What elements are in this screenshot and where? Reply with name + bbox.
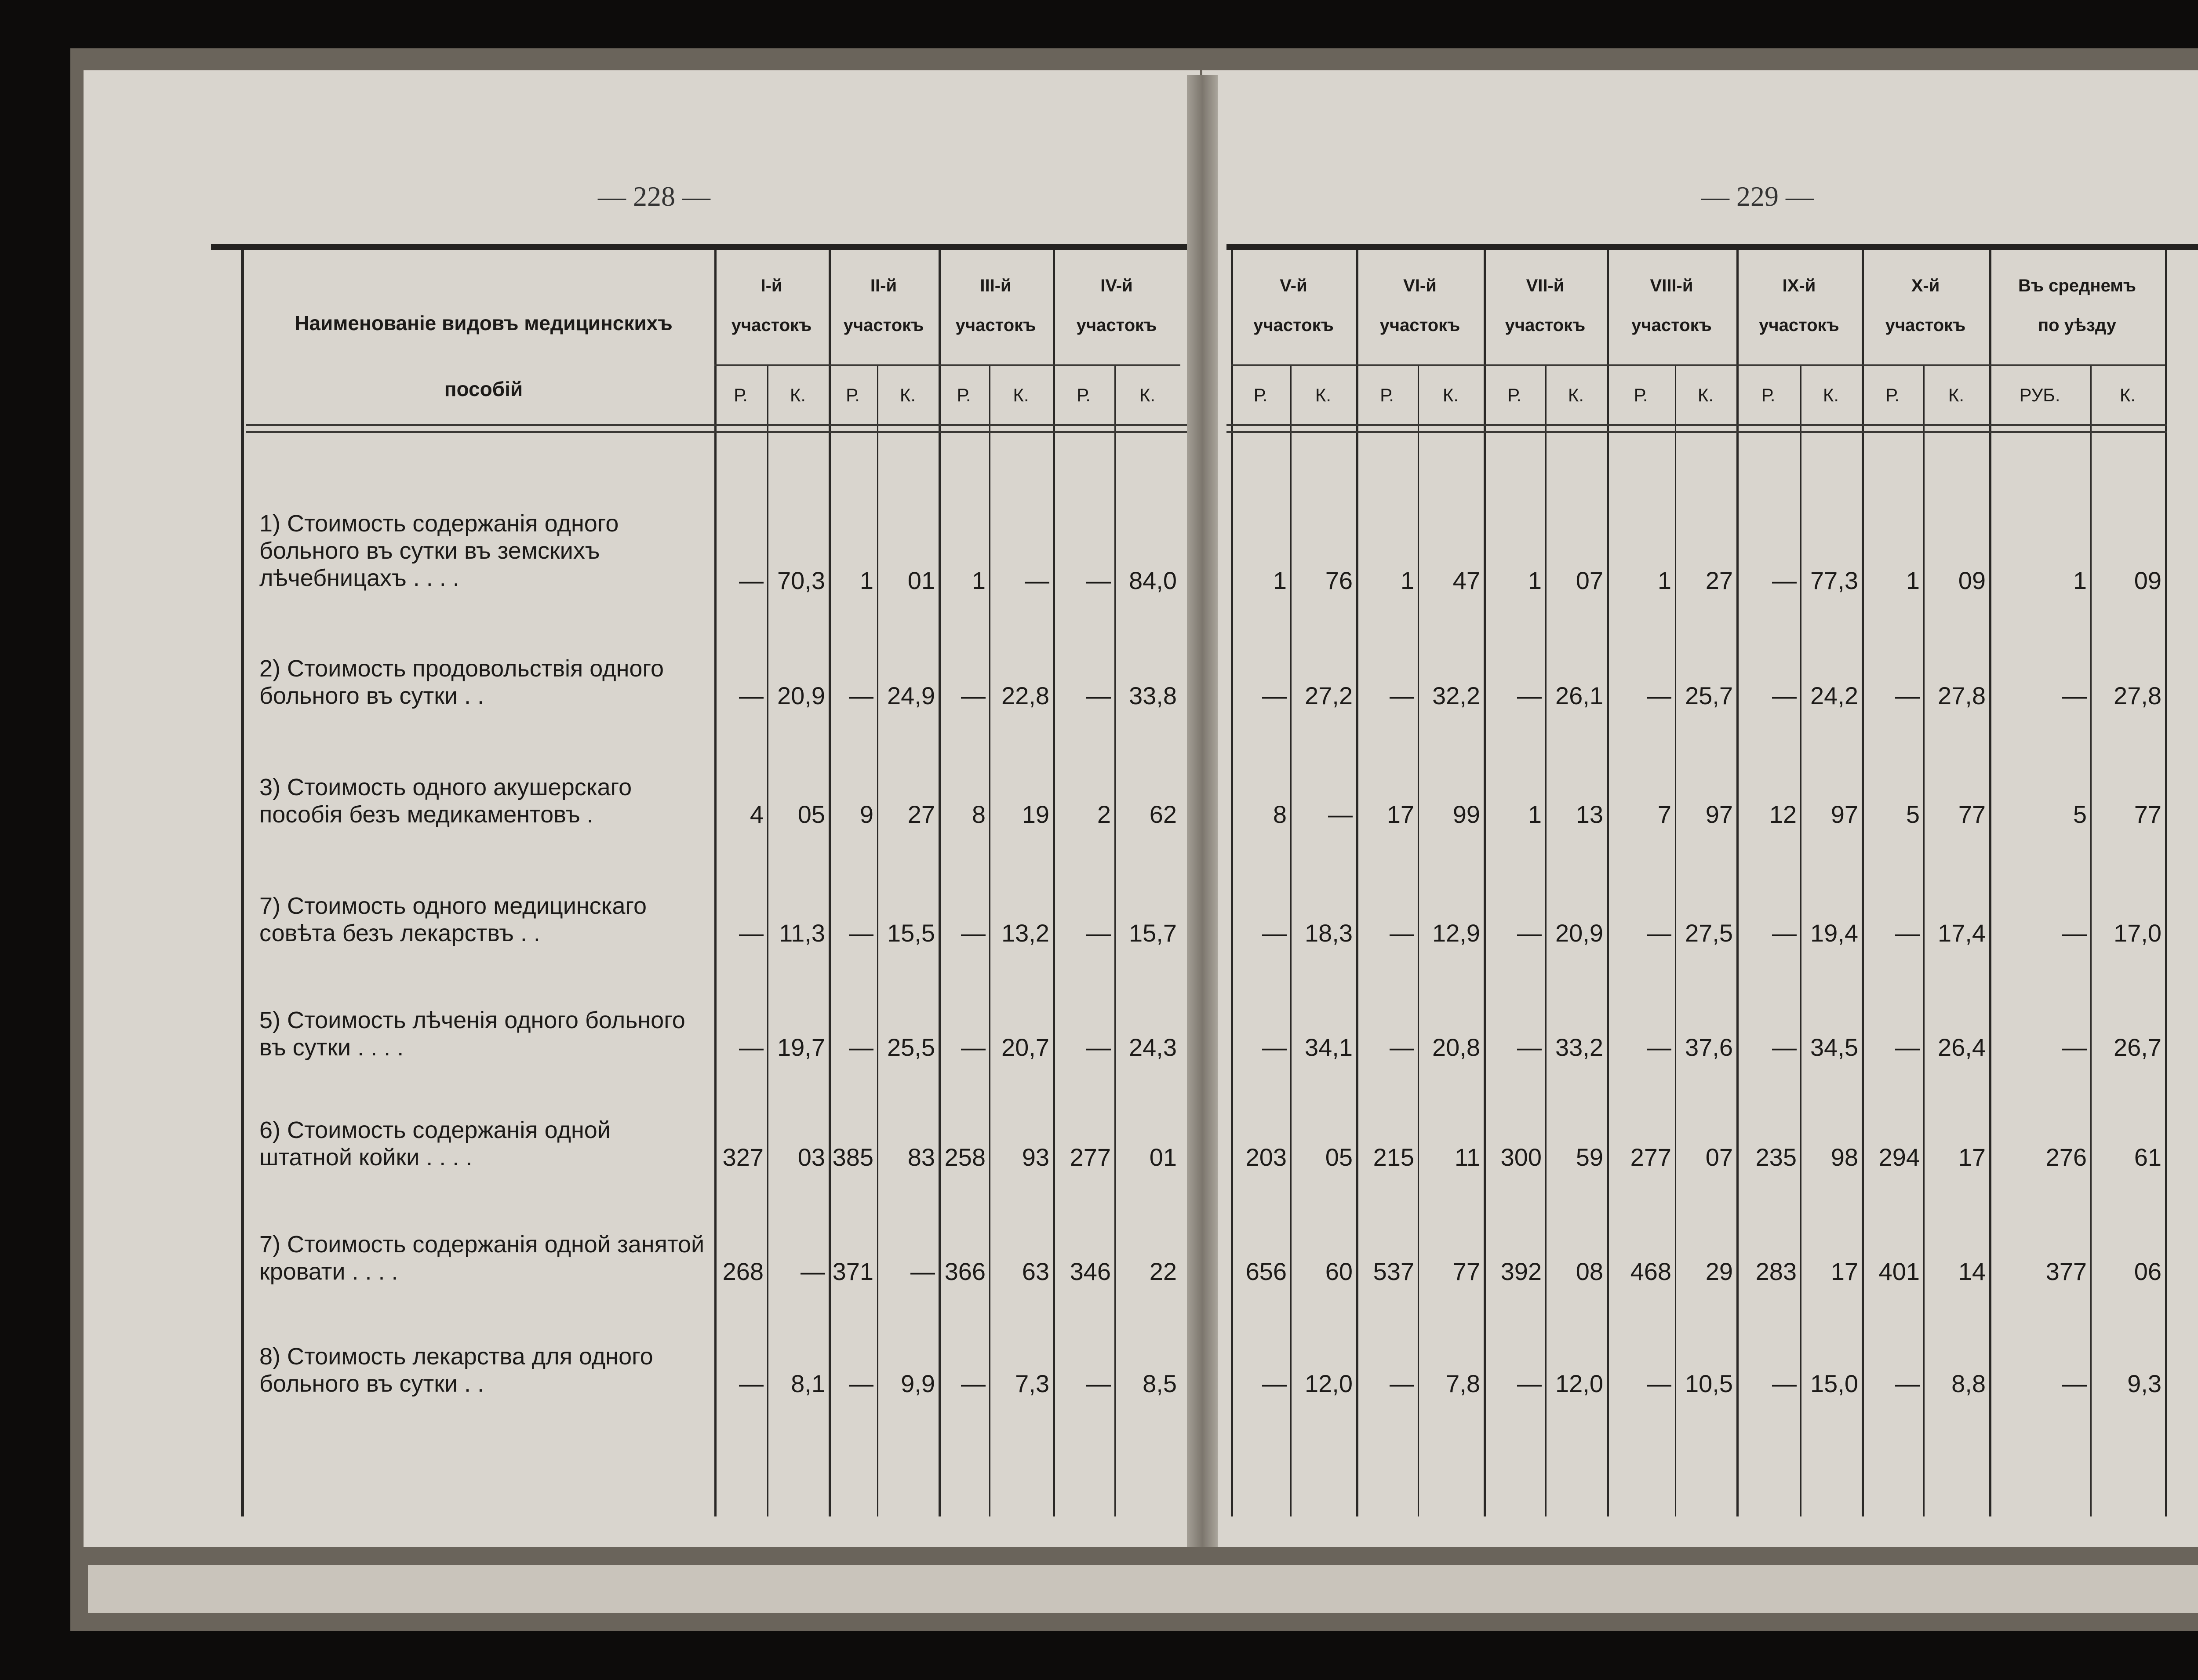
cell-rubles: 537 — [1373, 1258, 1414, 1285]
cell-rubles: — — [1517, 1370, 1542, 1397]
cell-kopecks: 17,0 — [2114, 919, 2162, 947]
cell-rubles: — — [961, 919, 986, 947]
cell-kopecks: 25,5 — [887, 1033, 935, 1061]
rubles-header: Р. — [1077, 385, 1091, 405]
district-header: V-й — [1280, 276, 1307, 295]
cell-rubles: 5 — [2073, 800, 2087, 828]
cell-rubles: — — [739, 682, 764, 709]
cell-kopecks: 15,7 — [1129, 919, 1177, 947]
col-border — [1607, 250, 1609, 1516]
kopecks-header: К. — [1315, 385, 1332, 405]
cell-kopecks: 29 — [1705, 1258, 1733, 1285]
cell-kopecks: 17 — [1958, 1143, 1986, 1171]
kopecks-header: К. — [1568, 385, 1584, 405]
cell-rubles: 385 — [832, 1143, 873, 1171]
cell-rubles: — — [1895, 682, 1920, 709]
cell-rubles: 1 — [859, 567, 873, 594]
rubles-header: Р. — [1380, 385, 1394, 405]
book-gutter — [1187, 75, 1218, 1547]
header-sub-divider — [714, 364, 829, 366]
cell-kopecks: 03 — [797, 1143, 825, 1171]
cell-rubles: 294 — [1878, 1143, 1920, 1171]
cell-kopecks: — — [801, 1258, 825, 1285]
rubles-header: Р. — [1885, 385, 1900, 405]
cell-rubles: 327 — [722, 1143, 764, 1171]
cell-kopecks: 20,9 — [1555, 919, 1603, 947]
cell-rubles: — — [1086, 567, 1111, 594]
cell-rubles: 277 — [1070, 1143, 1111, 1171]
cell-rubles: — — [849, 1033, 873, 1061]
col-border — [714, 250, 717, 1516]
cell-kopecks: 27 — [907, 800, 935, 828]
cell-kopecks: 15,5 — [887, 919, 935, 947]
cell-kopecks: 63 — [1022, 1258, 1049, 1285]
kopecks-header: К. — [1823, 385, 1839, 405]
cell-rubles: — — [1772, 1033, 1797, 1061]
district-header-sub: участокъ — [1076, 316, 1157, 335]
rubles-header: Р. — [734, 385, 748, 405]
left-top-rule — [211, 244, 1187, 250]
cell-rubles: — — [1647, 1033, 1671, 1061]
cell-rubles: 401 — [1878, 1258, 1920, 1285]
district-header-sub: участокъ — [1631, 316, 1712, 335]
cell-rubles: — — [1895, 919, 1920, 947]
cell-rubles: — — [739, 1033, 764, 1061]
rubles-header: Р. — [1253, 385, 1268, 405]
cell-kopecks: 99 — [1452, 800, 1480, 828]
cell-kopecks: 20,9 — [777, 682, 825, 709]
cell-rubles: — — [1517, 1033, 1542, 1061]
cell-kopecks: 19,7 — [777, 1033, 825, 1061]
row-label: 6) Стоимость содержанія одной штатной койки . . . . — [259, 1117, 611, 1171]
cell-rubles: 1 — [2073, 567, 2087, 594]
cell-rubles: — — [2062, 1033, 2087, 1061]
cell-kopecks: 09 — [1958, 567, 1986, 594]
cell-kopecks: 26,7 — [2114, 1033, 2162, 1061]
cell-rubles: 203 — [1245, 1143, 1287, 1171]
cell-kopecks: 25,7 — [1685, 682, 1733, 709]
cell-rubles: 268 — [722, 1258, 764, 1285]
cell-kopecks: 18,3 — [1305, 919, 1353, 947]
cell-rubles: — — [1517, 682, 1542, 709]
cell-rubles: 468 — [1630, 1258, 1671, 1285]
cell-kopecks: 76 — [1325, 567, 1353, 594]
cell-kopecks: 77 — [1452, 1258, 1480, 1285]
cell-rubles: 5 — [1906, 800, 1920, 828]
cell-kopecks: 05 — [797, 800, 825, 828]
cell-rubles: — — [1772, 567, 1797, 594]
cell-rubles: — — [2062, 919, 2087, 947]
right-top-rule — [1226, 244, 2198, 250]
cell-rubles: — — [2062, 1370, 2087, 1397]
cell-kopecks: 70,3 — [777, 567, 825, 594]
cell-rubles: — — [739, 567, 764, 594]
cell-rubles: — — [1647, 919, 1671, 947]
header-sub-divider — [939, 364, 1053, 366]
cell-rubles: 215 — [1373, 1143, 1414, 1171]
cell-rubles: 392 — [1500, 1258, 1542, 1285]
rubles-header: РУБ. — [2019, 385, 2060, 405]
row-label: 1) Стоимость содержанія одного больного въ сутки въ земскихъ лѣчебницахъ . . . . — [259, 510, 619, 591]
col-border — [1231, 250, 1233, 1516]
rubles-header: Р. — [957, 385, 971, 405]
cell-rubles: 4 — [750, 800, 764, 828]
cell-rubles: 258 — [944, 1143, 986, 1171]
district-header-sub: участокъ — [1505, 316, 1586, 335]
cell-kopecks: 08 — [1576, 1258, 1603, 1285]
cell-rubles: 366 — [944, 1258, 986, 1285]
cell-kopecks: 77 — [2134, 800, 2162, 828]
row-label: 7) Стоимость содержанія одной занятой кровати . . . . — [259, 1231, 705, 1285]
cell-rubles: 9 — [859, 800, 873, 828]
col-border — [1989, 250, 1991, 1516]
left-page-number: — 228 — — [598, 181, 710, 212]
book-page-edges — [88, 1565, 2198, 1613]
rubles-header: Р. — [846, 385, 860, 405]
district-header: IX-й — [1782, 276, 1816, 295]
cell-kopecks: 34,1 — [1305, 1033, 1353, 1061]
kopecks-header: К. — [790, 385, 806, 405]
cell-kopecks: — — [1328, 800, 1353, 828]
cell-kopecks: — — [1025, 567, 1049, 594]
cell-kopecks: 13 — [1576, 800, 1603, 828]
header-sub-divider — [1231, 364, 1356, 366]
cell-rubles: — — [739, 919, 764, 947]
cell-rubles: — — [1086, 682, 1111, 709]
cell-kopecks: 11 — [1454, 1143, 1480, 1171]
district-header-sub: участокъ — [1379, 316, 1460, 335]
cell-kopecks: 24,9 — [887, 682, 935, 709]
district-header-sub: участокъ — [1253, 316, 1334, 335]
cell-kopecks: 97 — [1705, 800, 1733, 828]
cell-rubles: — — [1772, 919, 1797, 947]
cell-rubles: — — [1647, 1370, 1671, 1397]
col-border — [1484, 250, 1486, 1516]
cell-rubles: — — [1895, 1033, 1920, 1061]
cell-rubles: — — [961, 1033, 986, 1061]
cell-kopecks: 27,8 — [2114, 682, 2162, 709]
cell-rubles: — — [1390, 1370, 1414, 1397]
cell-rubles: 300 — [1500, 1143, 1542, 1171]
cell-kopecks: 7,3 — [1015, 1370, 1049, 1397]
cell-rubles: 7 — [1657, 800, 1671, 828]
cell-kopecks: 7,8 — [1446, 1370, 1480, 1397]
cell-kopecks: 17 — [1830, 1258, 1858, 1285]
cell-rubles: 371 — [832, 1258, 873, 1285]
cell-rubles: — — [1390, 682, 1414, 709]
cell-kopecks: 24,2 — [1810, 682, 1858, 709]
district-header: VI-й — [1403, 276, 1437, 295]
kopecks-header: К. — [1013, 385, 1029, 405]
cell-rubles: — — [1772, 682, 1797, 709]
cell-kopecks: 12,9 — [1432, 919, 1480, 947]
cell-kopecks: 8,5 — [1143, 1370, 1177, 1397]
cell-kopecks: 27 — [1705, 567, 1733, 594]
district-header: IV-й — [1100, 276, 1133, 295]
district-header-sub: участокъ — [731, 316, 812, 335]
cell-kopecks: 09 — [2134, 567, 2162, 594]
header-sub-divider — [1736, 364, 1862, 366]
cell-kopecks: 26,1 — [1555, 682, 1603, 709]
cell-kopecks: 15,0 — [1810, 1370, 1858, 1397]
cell-kopecks: 12,0 — [1305, 1370, 1353, 1397]
cell-kopecks: 27,2 — [1305, 682, 1353, 709]
cell-rubles: 656 — [1245, 1258, 1287, 1285]
kopecks-header: К. — [899, 385, 916, 405]
cell-kopecks: 77,3 — [1810, 567, 1858, 594]
cell-rubles: 8 — [1273, 800, 1287, 828]
district-header-sub: участокъ — [843, 316, 924, 335]
header-rule-1-right — [1226, 424, 2167, 426]
cell-kopecks: 11,3 — [779, 919, 825, 947]
header-sub-divider — [1989, 364, 2165, 366]
cell-kopecks: 33,2 — [1555, 1033, 1603, 1061]
header-sub-divider — [829, 364, 939, 366]
col-border — [1862, 250, 1864, 1516]
cell-kopecks: 97 — [1830, 800, 1858, 828]
cell-kopecks: 83 — [907, 1143, 935, 1171]
cell-rubles: — — [961, 1370, 986, 1397]
district-header-sub: по уѣзду — [2038, 316, 2117, 335]
cell-kopecks: 84,0 — [1129, 567, 1177, 594]
cell-kopecks: 22 — [1149, 1258, 1177, 1285]
cell-rubles: — — [1086, 1370, 1111, 1397]
cell-rubles: 277 — [1630, 1143, 1671, 1171]
district-header: Въ среднемъ — [2018, 276, 2136, 295]
row-label: 8) Стоимость лекарства для одного больного въ сутки . . — [259, 1343, 653, 1397]
cell-rubles: — — [1086, 1033, 1111, 1061]
cell-rubles: — — [1262, 919, 1287, 947]
district-header: I-й — [761, 276, 782, 295]
cell-rubles: 283 — [1755, 1258, 1797, 1285]
district-header: VII-й — [1526, 276, 1565, 295]
cell-kopecks: 06 — [2134, 1258, 2162, 1285]
cell-kopecks: 59 — [1576, 1143, 1603, 1171]
cell-kopecks: 07 — [1576, 567, 1603, 594]
cell-rubles: 346 — [1070, 1258, 1111, 1285]
cell-kopecks: 20,7 — [1001, 1033, 1049, 1061]
right-border — [2165, 250, 2167, 1516]
col-border — [1053, 250, 1055, 1516]
district-header-sub: участокъ — [1885, 316, 1966, 335]
district-header: II-й — [870, 276, 897, 295]
cell-kopecks: 26,4 — [1938, 1033, 1986, 1061]
rubles-header: Р. — [1507, 385, 1521, 405]
rubles-header: Р. — [1761, 385, 1776, 405]
cell-kopecks: 01 — [1149, 1143, 1177, 1171]
cell-rubles: 12 — [1769, 800, 1797, 828]
cell-rubles: 1 — [1273, 567, 1287, 594]
cell-rubles: 1 — [1906, 567, 1920, 594]
cell-rubles: 276 — [2045, 1143, 2087, 1171]
kopecks-header: К. — [1948, 385, 1965, 405]
col-border — [829, 250, 831, 1516]
header-sub-divider — [1053, 364, 1180, 366]
cell-rubles: 1 — [1528, 567, 1542, 594]
cell-rubles: — — [2062, 682, 2087, 709]
cell-kopecks: 98 — [1830, 1143, 1858, 1171]
cell-rubles: 377 — [2045, 1258, 2087, 1285]
cell-kopecks: — — [910, 1258, 935, 1285]
row-label: 3) Стоимость одного акушерскаго пособія безъ медикаментовъ . — [259, 774, 632, 828]
header-rule-2-right — [1226, 431, 2167, 433]
district-header-sub: участокъ — [955, 316, 1036, 335]
cell-rubles: 1 — [1657, 567, 1671, 594]
cell-rubles: — — [1390, 919, 1414, 947]
cell-kopecks: 19 — [1022, 800, 1049, 828]
district-header-sub: участокъ — [1759, 316, 1839, 335]
district-header: X-й — [1911, 276, 1940, 295]
header-sub-divider — [1484, 364, 1607, 366]
cell-rubles: — — [849, 1370, 873, 1397]
kopecks-header: К. — [2119, 385, 2136, 405]
header-rule-1 — [246, 424, 1187, 426]
district-header: III-й — [980, 276, 1012, 295]
cell-kopecks: 62 — [1149, 800, 1177, 828]
col-border — [1736, 250, 1739, 1516]
cell-rubles: — — [1262, 1370, 1287, 1397]
cell-rubles: 1 — [1528, 800, 1542, 828]
cell-kopecks: 37,6 — [1685, 1033, 1733, 1061]
cell-kopecks: 77 — [1958, 800, 1986, 828]
cell-rubles: — — [1262, 682, 1287, 709]
cell-rubles: 17 — [1386, 800, 1414, 828]
cell-rubles: 1 — [972, 567, 986, 594]
cell-rubles: — — [1772, 1370, 1797, 1397]
name-col-left-border — [241, 250, 244, 1516]
cell-kopecks: 27,8 — [1938, 682, 1986, 709]
cell-kopecks: 32,2 — [1432, 682, 1480, 709]
name-column-header: Наименованіе видовъ медицинскихъ пособій — [295, 312, 673, 400]
cell-kopecks: 20,8 — [1432, 1033, 1480, 1061]
cell-rubles: — — [739, 1370, 764, 1397]
cell-rubles: 1 — [1400, 567, 1414, 594]
cell-kopecks: 01 — [907, 567, 935, 594]
cell-rubles: — — [1390, 1033, 1414, 1061]
row-label: 5) Стоимость лѣченія одного больного въ сутки . . . . — [259, 1007, 685, 1061]
cell-kopecks: 14 — [1958, 1258, 1986, 1285]
cell-rubles: — — [1895, 1370, 1920, 1397]
kopecks-header: К. — [1139, 385, 1156, 405]
cell-kopecks: 60 — [1325, 1258, 1353, 1285]
cell-rubles: — — [1086, 919, 1111, 947]
header-sub-divider — [1862, 364, 1989, 366]
cell-kopecks: 34,5 — [1810, 1033, 1858, 1061]
cell-rubles: — — [849, 682, 873, 709]
cell-kopecks: 9,9 — [901, 1370, 935, 1397]
cell-kopecks: 05 — [1325, 1143, 1353, 1171]
cell-kopecks: 13,2 — [1001, 919, 1049, 947]
cell-kopecks: 8,8 — [1951, 1370, 1986, 1397]
cell-kopecks: 10,5 — [1685, 1370, 1733, 1397]
col-border — [939, 250, 941, 1516]
cell-rubles: — — [961, 682, 986, 709]
cell-rubles: — — [1517, 919, 1542, 947]
cell-kopecks: 8,1 — [791, 1370, 825, 1397]
district-header: VIII-й — [1650, 276, 1693, 295]
cell-rubles: 235 — [1755, 1143, 1797, 1171]
cell-kopecks: 12,0 — [1555, 1370, 1603, 1397]
cell-rubles: — — [849, 919, 873, 947]
cell-kopecks: 24,3 — [1129, 1033, 1177, 1061]
cell-kopecks: 07 — [1705, 1143, 1733, 1171]
row-label: 2) Стоимость продовольствія одного больного въ сутки . . — [259, 655, 664, 709]
cell-rubles: — — [1647, 682, 1671, 709]
header-rule-2 — [246, 431, 1187, 433]
cell-kopecks: 93 — [1022, 1143, 1049, 1171]
cell-rubles: — — [1262, 1033, 1287, 1061]
header-sub-divider — [1356, 364, 1484, 366]
right-page-number: — 229 — — [1701, 181, 1814, 212]
cell-kopecks: 22,8 — [1001, 682, 1049, 709]
header-sub-divider — [1607, 364, 1736, 366]
cell-kopecks: 27,5 — [1685, 919, 1733, 947]
cell-kopecks: 9,3 — [2127, 1370, 2162, 1397]
cell-kopecks: 17,4 — [1938, 919, 1986, 947]
row-label: 7) Стоимость одного медицинскаго совѣта безъ лекарствъ . . — [259, 893, 647, 946]
cell-kopecks: 61 — [2134, 1143, 2162, 1171]
cell-kopecks: 47 — [1452, 567, 1480, 594]
kopecks-header: К. — [1697, 385, 1714, 405]
cell-kopecks: 33,8 — [1129, 682, 1177, 709]
kopecks-header: К. — [1442, 385, 1459, 405]
col-border — [1356, 250, 1358, 1516]
cell-rubles: 8 — [972, 800, 986, 828]
cell-rubles: 2 — [1097, 800, 1111, 828]
cell-kopecks: 19,4 — [1810, 919, 1858, 947]
rubles-header: Р. — [1634, 385, 1648, 405]
